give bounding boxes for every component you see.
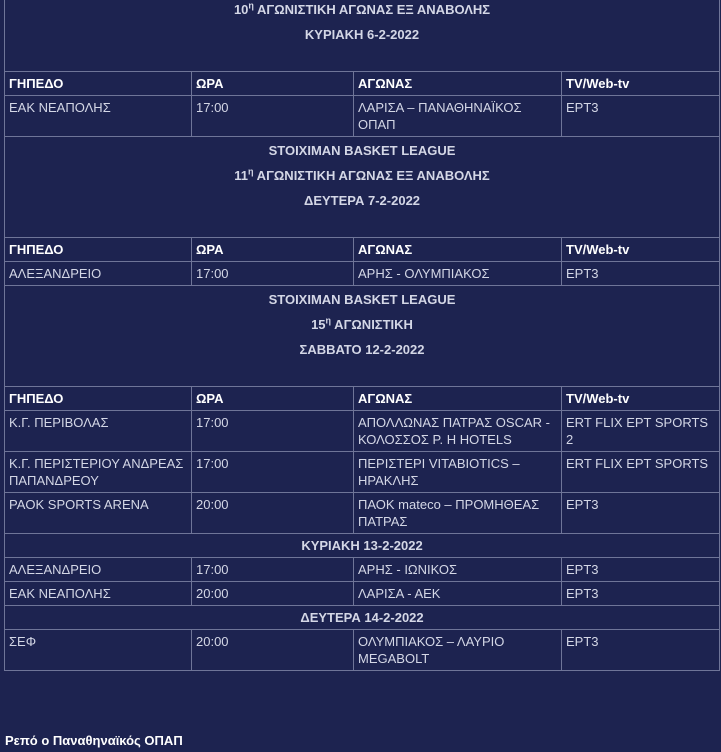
table-row [5, 452, 720, 493]
col-tv-header: TV/Web-tv [562, 238, 720, 262]
col-match-header: ΑΓΩΝΑΣ [354, 72, 562, 96]
date-heading: ΚΥΡΙΑΚΗ 6-2-2022 [5, 21, 720, 46]
time-cell: 17:00 [192, 96, 354, 137]
match-cell: ΑΡΗΣ - ΟΛΥΜΠΙΑΚΟΣ [354, 262, 562, 286]
spacer [5, 361, 720, 387]
round-heading-row [5, 311, 720, 336]
col-time-header: ΩΡΑ [192, 238, 354, 262]
table-row [5, 582, 720, 606]
time-cell: 20:00 [192, 582, 354, 606]
column-header-row [5, 387, 720, 411]
match-cell: ΠΑΟΚ mateco – ΠΡΟΜΗΘΕΑΣ ΠΑΤΡΑΣ [354, 493, 562, 534]
date-heading-row [5, 21, 720, 46]
time-cell: 20:00 [192, 630, 354, 671]
venue-cell: ΣΕΦ [5, 630, 192, 671]
time-cell: 17:00 [192, 411, 354, 452]
table-row [5, 630, 720, 671]
col-venue-header: ΓΗΠΕΔΟ [5, 72, 192, 96]
venue-cell: ΑΛΕΞΑΝΔΡΕΙΟ [5, 262, 192, 286]
date-heading-row [5, 187, 720, 212]
day-heading-row [5, 606, 720, 630]
round-heading-row [5, 0, 720, 21]
venue-cell: ΑΛΕΞΑΝΔΡΕΙΟ [5, 558, 192, 582]
round-heading-row [5, 162, 720, 187]
match-cell: ΛΑΡΙΣΑ – ΠΑΝΑΘΗΝΑΪΚΟΣ ΟΠΑΠ [354, 96, 562, 137]
tv-cell: ERT FLIX ΕΡΤ SPORTS [562, 452, 720, 493]
tv-cell: ΕΡΤ3 [562, 493, 720, 534]
day-heading: ΚΥΡΙΑΚΗ 13-2-2022 [5, 534, 720, 558]
day-heading-row [5, 534, 720, 558]
tv-cell: ΕΡΤ3 [562, 262, 720, 286]
match-cell: ΠΕΡΙΣΤΕΡΙ VITABIOTICS – ΗΡΑΚΛΗΣ [354, 452, 562, 493]
table-row [5, 493, 720, 534]
league-heading: STOIXIMAN BASKET LEAGUE [5, 137, 720, 163]
schedule-table [4, 0, 720, 671]
match-cell: ΛΑΡΙΣΑ - ΑΕΚ [354, 582, 562, 606]
col-time-header: ΩΡΑ [192, 72, 354, 96]
time-cell: 17:00 [192, 452, 354, 493]
date-heading: ΣΑΒΒΑΤΟ 12-2-2022 [5, 336, 720, 361]
col-venue-header: ΓΗΠΕΔΟ [5, 387, 192, 411]
date-heading: ΔΕΥΤΕΡΑ 7-2-2022 [5, 187, 720, 212]
col-venue-header: ΓΗΠΕΔΟ [5, 238, 192, 262]
round-heading: $10^\eta$ ΑΓΩΝΙΣΤΙΚΗ ΑΓΩΝΑΣ ΕΞ ΑΝΑΒΟΛΗΣ [5, 0, 720, 21]
league-heading: STOIXIMAN BASKET LEAGUE [5, 286, 720, 312]
column-header-row [5, 238, 720, 262]
league-heading-row [5, 137, 720, 163]
col-tv-header: TV/Web-tv [562, 72, 720, 96]
column-header-row [5, 72, 720, 96]
date-heading-row [5, 336, 720, 361]
match-cell: ΑΡΗΣ - ΙΩΝΙΚΟΣ [354, 558, 562, 582]
match-cell: ΑΠΟΛΛΩΝΑΣ ΠΑΤΡΑΣ OSCAR - ΚΟΛΟΣΣΟΣ Ρ. Η HOTELS [354, 411, 562, 452]
time-cell: 20:00 [192, 493, 354, 534]
col-match-header: ΑΓΩΝΑΣ [354, 387, 562, 411]
col-time-header: ΩΡΑ [192, 387, 354, 411]
tv-cell: ΕΡΤ3 [562, 582, 720, 606]
spacer [5, 46, 720, 72]
venue-cell: ΕΑΚ ΝΕΑΠΟΛΗΣ [5, 582, 192, 606]
tv-cell: ΕΡΤ3 [562, 96, 720, 137]
table-row [5, 262, 720, 286]
col-tv-header: TV/Web-tv [562, 387, 720, 411]
table-row [5, 411, 720, 452]
tv-cell: ΕΡΤ3 [562, 630, 720, 671]
spacer [5, 212, 720, 238]
round-heading: $15^\eta$ ΑΓΩΝΙΣΤΙΚΗ [5, 311, 720, 336]
venue-cell: PAOK SPORTS ARENA [5, 493, 192, 534]
venue-cell: Κ.Γ. ΠΕΡΙΒΟΛΑΣ [5, 411, 192, 452]
tv-cell: ERT FLIX ΕΡΤ SPORTS 2 [562, 411, 720, 452]
bye-note: Ρεπό ο Παναθηναϊκός ΟΠΑΠ [5, 733, 183, 748]
table-row [5, 558, 720, 582]
table-row [5, 96, 720, 137]
venue-cell: ΕΑΚ ΝΕΑΠΟΛΗΣ [5, 96, 192, 137]
time-cell: 17:00 [192, 558, 354, 582]
round-heading: $11^\eta$ ΑΓΩΝΙΣΤΙΚΗ ΑΓΩΝΑΣ ΕΞ ΑΝΑΒΟΛΗΣ [5, 162, 720, 187]
league-heading-row [5, 286, 720, 312]
tv-cell: ΕΡΤ3 [562, 558, 720, 582]
col-match-header: ΑΓΩΝΑΣ [354, 238, 562, 262]
time-cell: 17:00 [192, 262, 354, 286]
day-heading: ΔΕΥΤΕΡΑ 14-2-2022 [5, 606, 720, 630]
match-cell: ΟΛΥΜΠΙΑΚΟΣ – ΛΑΥΡΙΟ MEGABOLT [354, 630, 562, 671]
venue-cell: Κ.Γ. ΠΕΡΙΣΤΕΡΙΟΥ ΑΝΔΡΕΑΣ ΠΑΠΑΝΔΡΕΟΥ [5, 452, 192, 493]
